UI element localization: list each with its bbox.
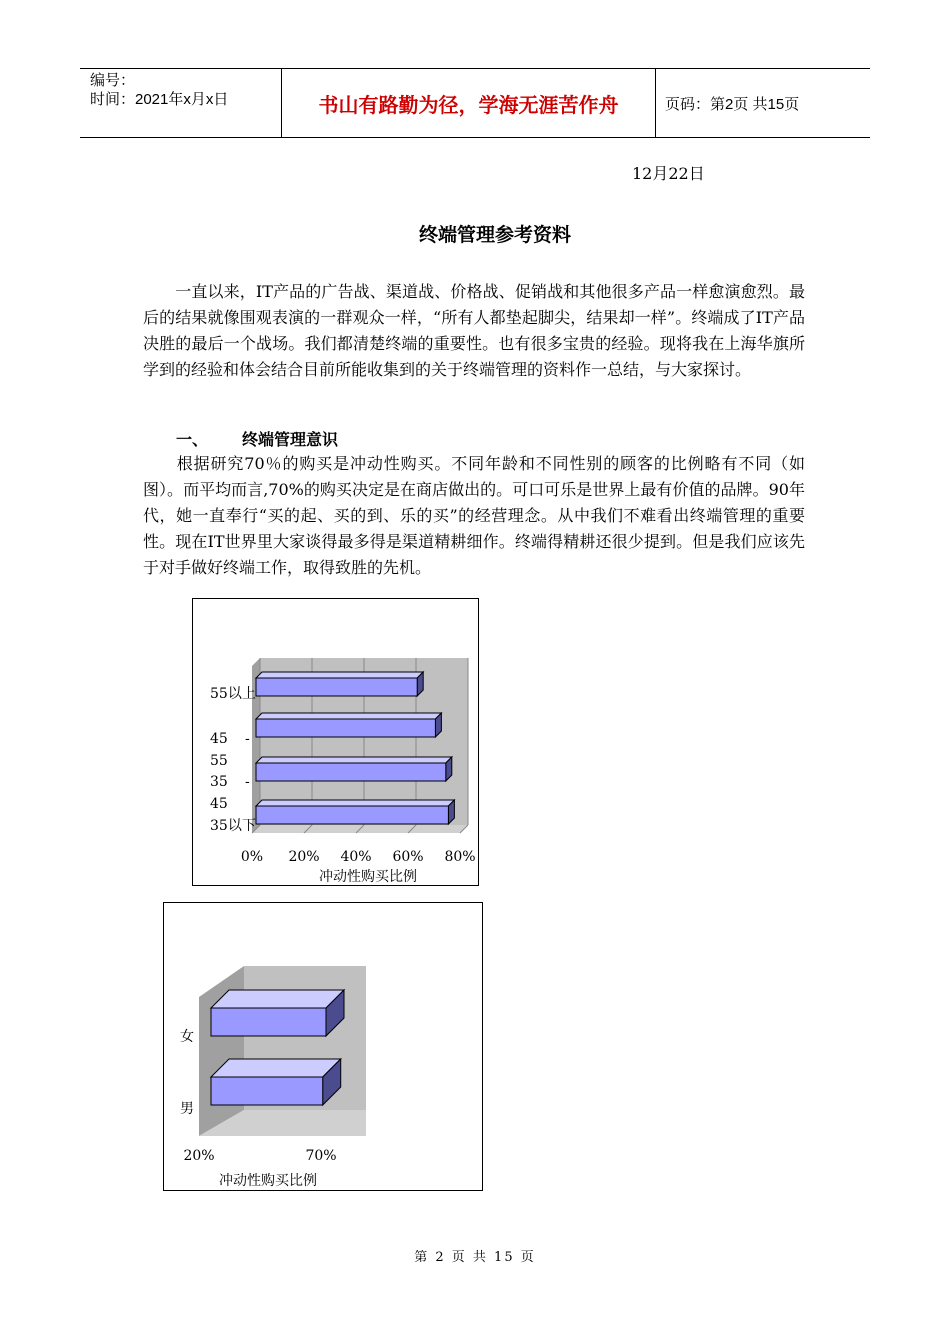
bar: [211, 1008, 326, 1036]
y-category-label: 55: [210, 753, 228, 769]
gender-chart-svg: [164, 903, 482, 1190]
header-page-label: 页码：第2页 共15页: [665, 95, 800, 113]
bar-top-face: [256, 713, 441, 719]
bar-top-face: [256, 757, 452, 763]
bar-top-face: [211, 1059, 341, 1077]
x-tick-label: 60%: [392, 849, 424, 865]
chart-tick-labels: [241, 849, 476, 865]
chart-category-labels: [210, 686, 256, 834]
y-category-label: 35: [210, 774, 228, 790]
age-impulse-chart: [192, 598, 479, 886]
bar: [211, 1077, 323, 1105]
gender-impulse-chart: [163, 902, 483, 1191]
section-paragraph: 根据研究70％的购买是冲动性购买。不同年龄和不同性别的顾客的比例略有不同（如图）。而平均而言,70%的购买决定是在商店做出的。可口可乐是世界上最有价值的品牌。90年代，她一直奉行“买的起、买的到、乐的买”的经营理念。从中我们不难看出终端管理的重要性。现在IT世界里大家谈得最多得是渠道精耕细作。终端得精耕还很少提到。但是我们应该先于对手做好终端工作，取得致胜的先机。: [143, 454, 805, 577]
y-category-label: 男: [180, 1101, 194, 1117]
bar-top-face: [256, 800, 454, 806]
header-meta: [80, 69, 280, 137]
page-footer: 第 2 页 共 15 页: [414, 1250, 536, 1265]
doc-time-label: 时间：2021年x月x日: [90, 91, 229, 108]
section-number: 一、: [176, 430, 209, 449]
chart-x-axis-label: 冲动性购买比例: [219, 1173, 317, 1189]
x-tick-label: 70%: [305, 1148, 337, 1164]
bar-top-face: [211, 990, 344, 1008]
y-category-label: 55以上: [210, 686, 256, 702]
y-category-label: 45: [210, 731, 228, 747]
chart-tick-labels: [183, 1148, 336, 1164]
chart-category-labels: [180, 1029, 194, 1117]
x-tick-label: 0%: [240, 849, 264, 865]
age-chart-svg: [193, 599, 478, 885]
section-heading: [176, 427, 338, 450]
x-tick-label: 80%: [444, 849, 476, 865]
chart-x-axis-label: 冲动性购买比例: [319, 869, 417, 885]
x-tick-label: 40%: [340, 849, 372, 865]
y-category-label: 女: [180, 1029, 194, 1045]
y-category-label: 45: [210, 796, 228, 812]
y-category-label: 35以下: [210, 818, 256, 834]
bar: [256, 678, 417, 696]
x-tick-label: 20%: [288, 849, 320, 865]
header-slogan: 书山有路勤为径，学海无涯苦作舟: [281, 69, 656, 137]
doc-date: 12月22日: [632, 164, 705, 183]
y-category-label: -: [245, 774, 250, 790]
doc-title: 终端管理参考资料: [418, 224, 571, 246]
bar: [256, 763, 446, 781]
doc-number-label: 编号：: [90, 72, 136, 89]
intro-paragraph: 一直以来，IT产品的广告战、渠道战、价格战、促销战和其他很多产品一样愈演愈烈。最后的结果就像围观表演的一群观众一样，“所有人都垫起脚尖，结果却一样”。终端成了IT产品决胜的最后一个战场。我们都清楚终端的重要性。也有很多宝贵的经验。现将我在上海华旗所学到的经验和体会结合目前所能收集到的关于终端管理的资料作一总结，与大家探讨。: [143, 282, 805, 379]
page-header: [80, 68, 870, 138]
bar: [256, 806, 448, 824]
y-category-label: -: [245, 731, 250, 747]
bar: [256, 719, 435, 737]
bar-top-face: [256, 672, 423, 678]
section-title: 终端管理意识: [242, 430, 339, 449]
x-tick-label: 20%: [183, 1148, 215, 1164]
